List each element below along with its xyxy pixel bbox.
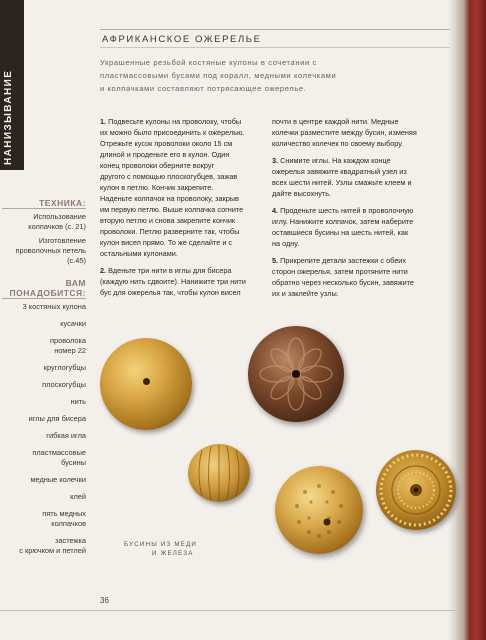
instruction-text: Вденьте три нити в иглы для бисера — [108, 266, 232, 275]
instruction-line — [100, 149, 270, 160]
instruction-line — [100, 215, 270, 226]
instruction-line — [272, 188, 442, 199]
intro-line: и колпачками составляют потрясающее ожерелье. — [100, 84, 307, 93]
instruction-text: их и заклейте узлы. — [272, 289, 339, 298]
instruction-line — [100, 248, 270, 259]
instruction-line — [100, 171, 270, 182]
material-item: плоскогубцы — [42, 380, 86, 389]
page-gutter-shadow — [448, 0, 456, 640]
material-item: колпачков — [51, 519, 86, 528]
instruction-step — [100, 116, 270, 259]
instruction-text: на одну. — [272, 239, 300, 248]
instruction-line — [272, 216, 442, 227]
sidebar-rule — [2, 298, 86, 299]
instruction-text: обратно через несколько бусин, завяжите — [272, 278, 414, 287]
material-item: бусины — [61, 458, 86, 467]
material-item: нить — [70, 397, 86, 406]
material-item: проволока — [49, 336, 86, 345]
instruction-line — [100, 138, 270, 149]
instruction-line — [100, 127, 270, 138]
instruction-text: конец проволоки оберните вокруг — [100, 161, 215, 170]
instruction-line — [100, 276, 270, 287]
instruction-text: Наденьте колпачок на проволоку, закрыв — [100, 194, 239, 203]
instruction-line — [272, 277, 442, 288]
technique-item: Изготовление — [38, 236, 86, 245]
instruction-text: ожерелья завяжите квадратный узел из — [272, 167, 407, 176]
sidebar-rule — [2, 208, 86, 209]
step-number: 5. — [272, 256, 279, 265]
technique-item: Использование — [33, 212, 86, 221]
instruction-line — [100, 226, 270, 237]
step-number: 3. — [272, 156, 279, 165]
instruction-text: дайте высохнуть. — [272, 189, 332, 198]
instruction-text: сторон ожерелья, затем протяните нити — [272, 267, 408, 276]
instruction-text: количество колечек по своему выбору. — [272, 139, 404, 148]
technique-heading: ТЕХНИКА: — [39, 198, 86, 208]
instruction-line — [272, 177, 442, 188]
instruction-text: иглу. Нанижите колпачок, затем наберите — [272, 217, 414, 226]
material-item: круглогубцы — [43, 363, 86, 372]
bead-gold-ribbed — [188, 444, 250, 502]
step-number: 2. — [100, 266, 107, 275]
page-title: АФРИКАНСКОЕ ОЖЕРЕЛЬЕ — [102, 34, 262, 45]
instruction-line — [272, 205, 442, 216]
instruction-line — [272, 138, 442, 149]
instruction-line — [272, 238, 442, 249]
material-item: с крючком и петлей — [19, 546, 86, 555]
instruction-text: остальными кулонами. — [100, 249, 178, 258]
material-item: иглы для бисера — [28, 414, 86, 423]
step-number: 1. — [100, 117, 107, 126]
instruction-step — [100, 265, 270, 298]
instruction-line — [272, 155, 442, 166]
instructions-column-2 — [272, 116, 442, 305]
materials-heading: ПОНАДОБИТСЯ: — [9, 288, 86, 298]
instruction-text: Отрежьте кусок проволоки около 15 см — [100, 139, 233, 148]
instruction-step — [272, 116, 442, 149]
instruction-text: кулон висел прямо. То же сделайте и с — [100, 238, 233, 247]
page-number: 36 — [100, 596, 109, 605]
instruction-text: Проденьте шесть нитей в проволочную — [280, 206, 414, 215]
instruction-text: другого с помощью плоскогубцев, зажав — [100, 172, 238, 181]
bead-bronze-carved — [248, 326, 344, 422]
instruction-line — [100, 116, 270, 127]
bottom-rule — [0, 610, 456, 611]
material-item: застежка — [55, 536, 86, 545]
instruction-line — [272, 116, 442, 127]
instruction-line — [272, 127, 442, 138]
caption-line: И ЖЕЛЕЗА — [152, 550, 194, 557]
instruction-text: колечки разместите между бусин, изменяя — [272, 128, 417, 137]
materials-heading: ВАМ — [65, 278, 86, 288]
intro-text — [100, 56, 440, 95]
instruction-step — [272, 255, 442, 299]
title-rule-bottom — [100, 47, 450, 48]
material-item: 3 костяных кулона — [22, 302, 86, 311]
technique-item: проволочных петель — [15, 246, 86, 255]
step-number: 4. — [272, 206, 279, 215]
instruction-line — [100, 237, 270, 248]
instruction-line — [272, 288, 442, 299]
instruction-line — [100, 160, 270, 171]
instructions-column-1 — [100, 116, 270, 304]
technique-item: (с.45) — [67, 256, 86, 265]
instruction-line — [272, 166, 442, 177]
bead-gold-large — [100, 338, 192, 430]
instruction-text: вторую петлю и снова закрепите кончик — [100, 216, 236, 225]
instruction-line — [272, 255, 442, 266]
side-tab-label: НАНИЗЫВАНИЕ — [3, 69, 14, 165]
material-item: клей — [70, 492, 86, 501]
material-item: номер 22 — [54, 346, 86, 355]
instruction-text: (каждую нить сдвоите). Нанижите три нити — [100, 277, 246, 286]
instruction-text: Подвесьте кулоны на проволоку, чтобы — [108, 117, 242, 126]
intro-line: Украшенные резьбой костяные кулоны в сочетании с — [100, 58, 317, 67]
caption-line: БУСИНЫ ИЗ МЕДИ — [124, 541, 198, 548]
instruction-line — [100, 182, 270, 193]
title-rule-top — [100, 29, 450, 30]
instruction-line — [100, 204, 270, 215]
technique-item: колпачков (с. 21) — [28, 222, 86, 231]
instruction-line — [272, 227, 442, 238]
instruction-line — [272, 266, 442, 277]
material-item: пять медных — [42, 509, 86, 518]
instruction-line — [100, 193, 270, 204]
material-item: гибкая игла — [46, 431, 86, 440]
instruction-text: бус для ожерелья так, чтобы кулон висел — [100, 288, 241, 297]
bead-gold-granulated — [376, 450, 456, 530]
instruction-text: всех шести нитей. Узлы смажьте клеем и — [272, 178, 412, 187]
instruction-text: кулон в петлю. Кончик закрепите. — [100, 183, 214, 192]
instruction-text: проволоки. Петлю разверните так, чтобы — [100, 227, 240, 236]
instruction-text: их можно было присоединить к ожерелью. — [100, 128, 245, 137]
material-item: медные колечки — [30, 475, 86, 484]
instruction-text: Снимите иглы. На каждом конце — [280, 156, 391, 165]
material-item: кусачки — [60, 319, 86, 328]
instruction-text: Прикрепите детали застежки с обеих — [280, 256, 407, 265]
instruction-text: почти в центре каждой нити. Медные — [272, 117, 399, 126]
instruction-step — [272, 155, 442, 199]
instruction-text: оставшиеся бусины на шесть нитей, как — [272, 228, 409, 237]
material-item: пластмассовые — [32, 448, 86, 457]
instruction-text: длиной и проденьте его в кулон. Один — [100, 150, 230, 159]
book-edge — [456, 0, 486, 640]
instruction-line — [100, 265, 270, 276]
instruction-step — [272, 205, 442, 249]
instruction-text: им первую петлю. Выше колпачка согните — [100, 205, 244, 214]
instruction-line — [100, 287, 270, 298]
intro-line: пластмассовыми бусами под коралл, медными колечками — [100, 71, 337, 80]
bead-gold-filigree-large — [275, 466, 363, 554]
beads-caption — [124, 540, 197, 558]
